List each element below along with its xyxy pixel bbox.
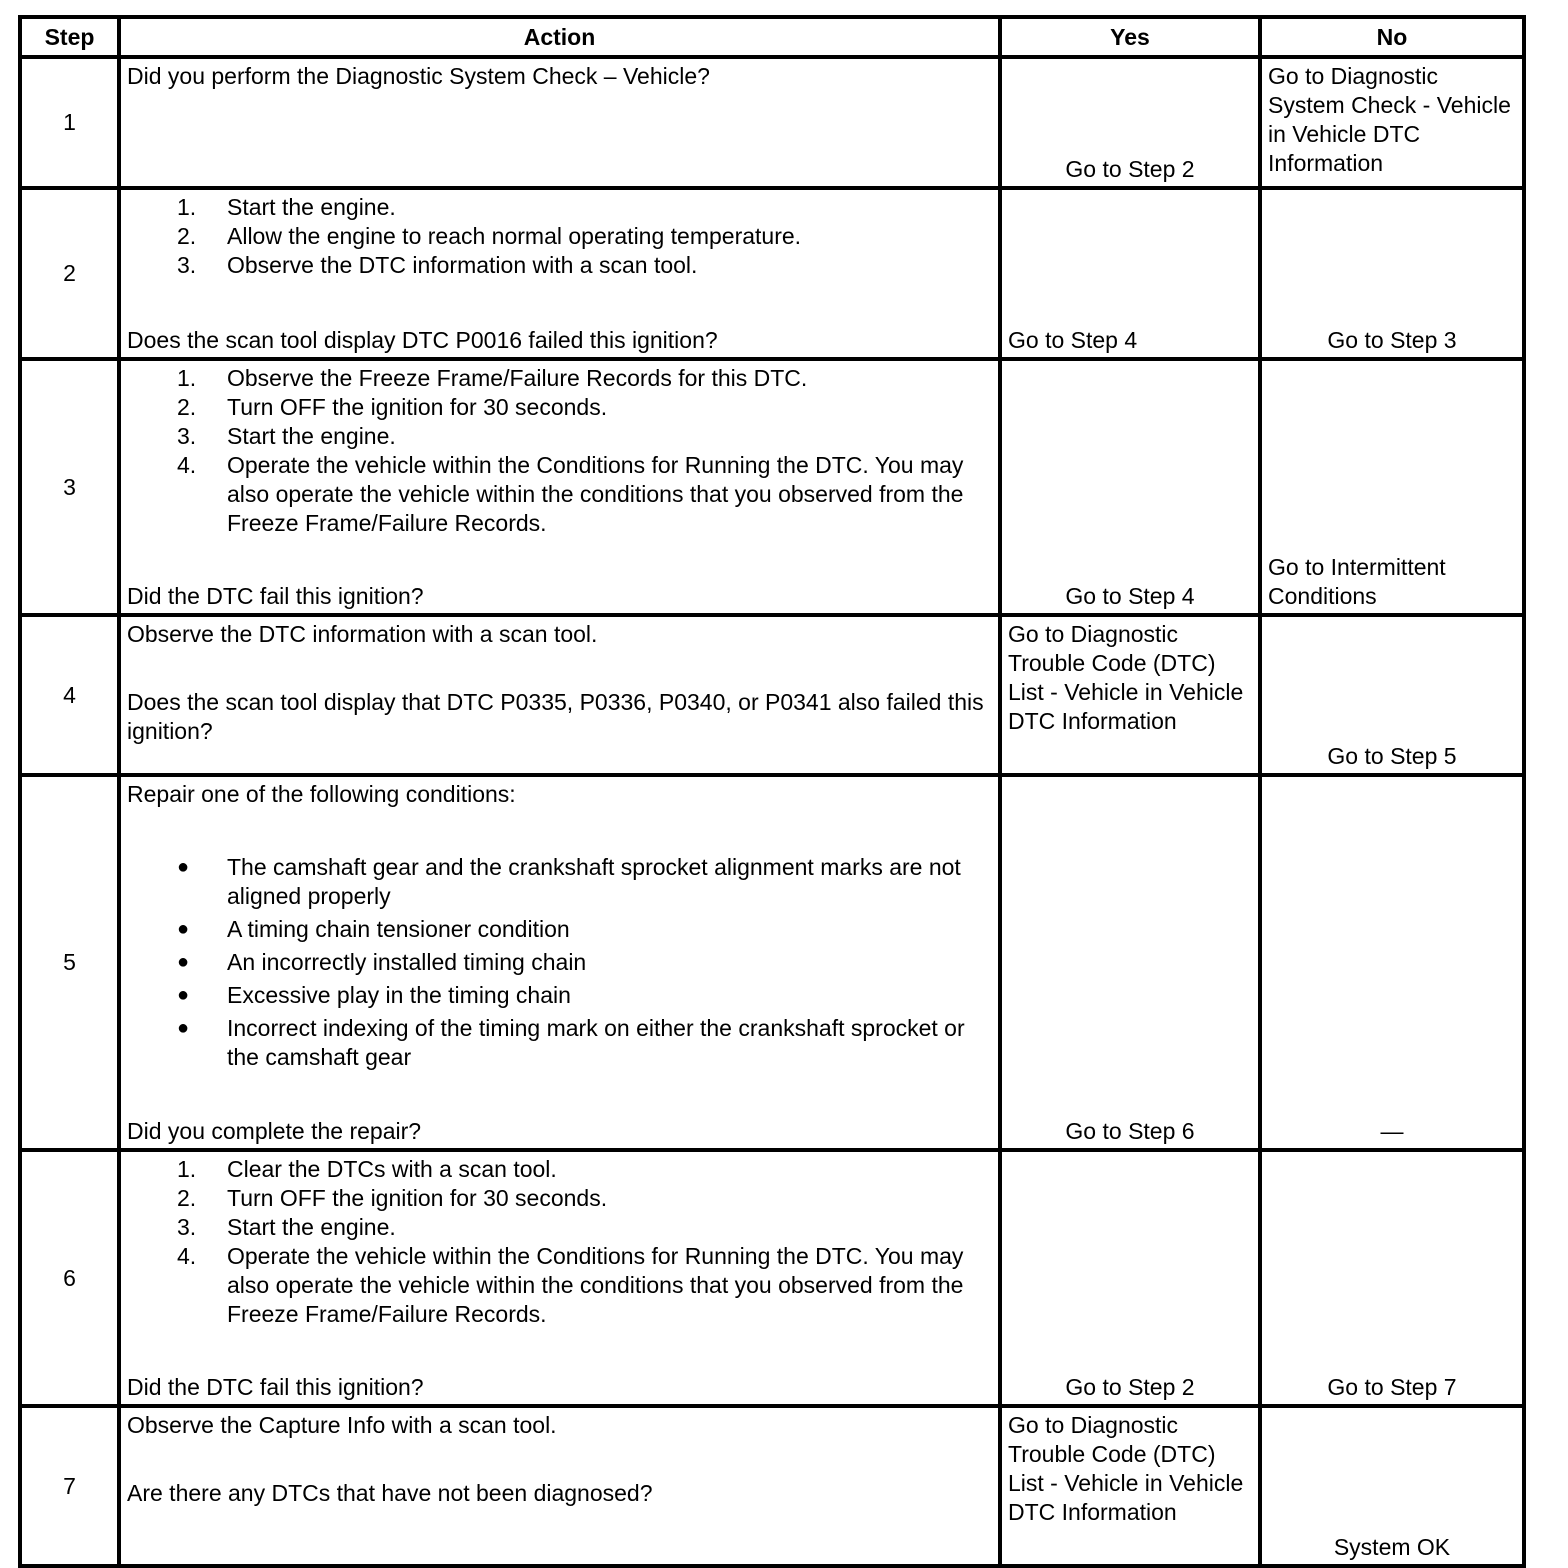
- header-no: No: [1260, 17, 1524, 57]
- yes-cell: [1000, 775, 1260, 1150]
- list-item: 1. Observe the Freeze Frame/Failure Records for this DTC.: [177, 365, 808, 391]
- table-row: [20, 615, 1524, 775]
- no-cell: [1260, 1406, 1524, 1566]
- action-text: Observe the DTC information with a scan tool.: [127, 621, 598, 647]
- action-text: Did you perform the Diagnostic System Check – Vehicle?: [127, 63, 710, 89]
- header-yes: Yes: [1000, 17, 1260, 57]
- list-item: 3. Start the engine.: [177, 423, 396, 449]
- table-row: [20, 359, 1524, 615]
- question-text: Does the scan tool display that DTC P0335, P0336, P0340, or P0341 also failed this ignition?: [127, 689, 984, 744]
- numbered-list: [127, 193, 992, 280]
- no-cell: [1260, 615, 1524, 775]
- list-item: ● Excessive play in the timing chain: [177, 982, 571, 1008]
- yes-text: Go to Step 4: [1065, 583, 1195, 609]
- numbered-list: [127, 1155, 992, 1329]
- table-row: [20, 1406, 1524, 1566]
- list-item: ● An incorrectly installed timing chain: [177, 949, 587, 975]
- action-cell: [119, 615, 1000, 775]
- step-number: 2: [20, 188, 119, 359]
- no-text: Go to Step 7: [1327, 1374, 1457, 1400]
- list-item: 3. Start the engine.: [177, 1214, 396, 1240]
- list-item: 4. Operate the vehicle within the Conditions for Running the DTC. You may also operate the vehicle within the conditions that you observed from the Freeze Frame/Failure Records.: [177, 1243, 964, 1327]
- no-text: Go to Step 3: [1327, 327, 1457, 353]
- question-text: Did the DTC fail this ignition?: [127, 583, 424, 609]
- no-text: —: [1380, 1118, 1404, 1144]
- yes-cell: [1000, 57, 1260, 188]
- yes-cell: [1000, 188, 1260, 359]
- bullet-list: [127, 853, 992, 1072]
- list-item: 2. Allow the engine to reach normal operating temperature.: [177, 223, 802, 249]
- yes-text: Go to Step 6: [1065, 1118, 1195, 1144]
- list-item: 1. Clear the DTCs with a scan tool.: [177, 1156, 557, 1182]
- header-step: Step: [20, 17, 119, 57]
- step-number: 6: [20, 1150, 119, 1406]
- no-cell: [1260, 57, 1524, 188]
- action-cell: [119, 188, 1000, 359]
- question-text: Does the scan tool display DTC P0016 failed this ignition?: [127, 327, 718, 353]
- list-item: 4. Operate the vehicle within the Conditions for Running the DTC. You may also operate the vehicle within the conditions that you observed from the Freeze Frame/Failure Records.: [177, 452, 964, 536]
- yes-text: Go to Step 2: [1065, 156, 1195, 182]
- table-row: [20, 775, 1524, 1150]
- action-text: Repair one of the following conditions:: [127, 781, 516, 807]
- action-cell: [119, 775, 1000, 1150]
- yes-text: Go to Step 2: [1065, 1374, 1195, 1400]
- no-cell: [1260, 1150, 1524, 1406]
- list-item: ● The camshaft gear and the crankshaft sprocket alignment marks are not aligned properly: [177, 854, 961, 909]
- action-cell: [119, 1406, 1000, 1566]
- no-text: Go to Intermittent Conditions: [1268, 554, 1446, 609]
- yes-cell: [1000, 1406, 1260, 1566]
- yes-cell: [1000, 615, 1260, 775]
- question-text: Are there any DTCs that have not been diagnosed?: [127, 1480, 653, 1506]
- no-text: System OK: [1333, 1534, 1451, 1560]
- list-item: 2. Turn OFF the ignition for 30 seconds.: [177, 394, 608, 420]
- list-item: 2. Turn OFF the ignition for 30 seconds.: [177, 1185, 608, 1211]
- step-number: 4: [20, 615, 119, 775]
- yes-text: Go to Diagnostic Trouble Code (DTC) List - Vehicle in Vehicle DTC Information: [1008, 621, 1244, 734]
- yes-cell: [1000, 359, 1260, 615]
- no-text: Go to Diagnostic System Check - Vehicle in Vehicle DTC Information: [1268, 63, 1511, 176]
- action-cell: [119, 57, 1000, 188]
- table-row: [20, 1150, 1524, 1406]
- no-text: Go to Step 5: [1327, 743, 1457, 769]
- action-cell: [119, 1150, 1000, 1406]
- list-item: 1. Start the engine.: [177, 194, 396, 220]
- header-action: Action: [119, 17, 1000, 57]
- table-row: [20, 57, 1524, 188]
- diagnostic-table: [18, 15, 1526, 1568]
- no-cell: [1260, 188, 1524, 359]
- yes-text: Go to Step 4: [1008, 327, 1138, 353]
- list-item: 3. Observe the DTC information with a scan tool.: [177, 252, 698, 278]
- no-cell: [1260, 775, 1524, 1150]
- yes-cell: [1000, 1150, 1260, 1406]
- action-text: Observe the Capture Info with a scan tool.: [127, 1412, 557, 1438]
- step-number: 5: [20, 775, 119, 1150]
- header-row: [20, 17, 1524, 57]
- list-item: ● Incorrect indexing of the timing mark on either the crankshaft sprocket or the camshaft gear: [177, 1015, 965, 1070]
- no-cell: [1260, 359, 1524, 615]
- list-item: ● A timing chain tensioner condition: [177, 916, 570, 942]
- action-cell: [119, 359, 1000, 615]
- numbered-list: [127, 364, 992, 538]
- question-text: Did the DTC fail this ignition?: [127, 1374, 424, 1400]
- step-number: 1: [20, 57, 119, 188]
- step-number: 7: [20, 1406, 119, 1566]
- step-number: 3: [20, 359, 119, 615]
- yes-text: Go to Diagnostic Trouble Code (DTC) List - Vehicle in Vehicle DTC Information: [1008, 1412, 1244, 1525]
- table-row: [20, 188, 1524, 359]
- question-text: Did you complete the repair?: [127, 1118, 422, 1144]
